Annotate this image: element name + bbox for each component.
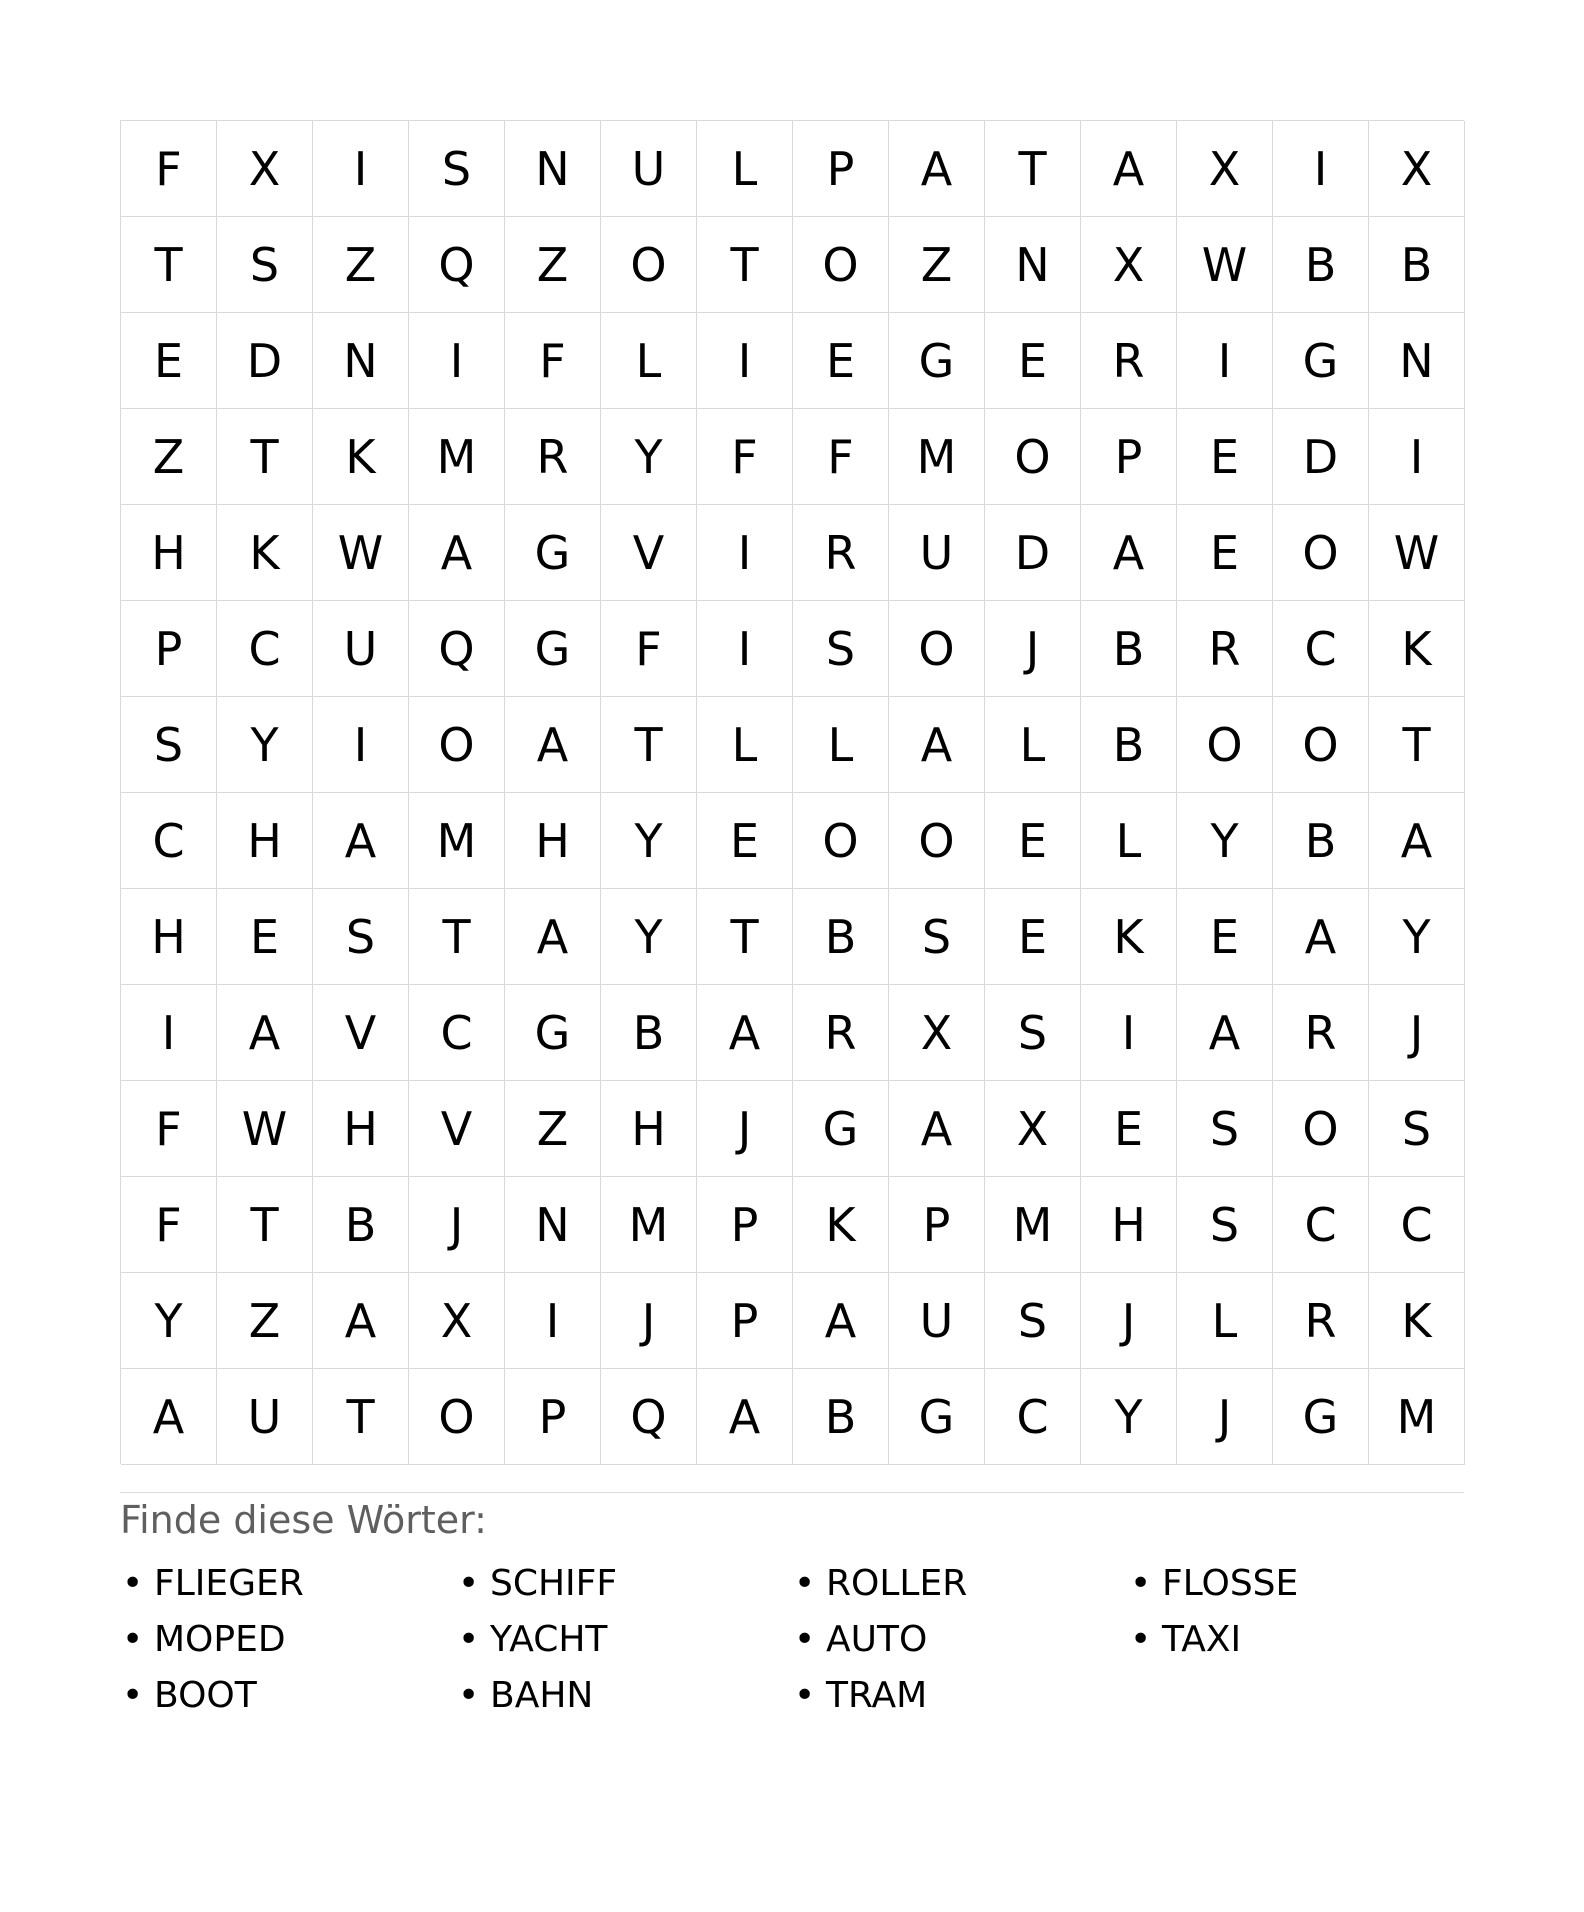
grid-cell[interactable]: G [1273,313,1369,409]
grid-cell[interactable]: R [793,985,889,1081]
grid-cell[interactable]: A [313,793,409,889]
grid-cell[interactable]: S [793,601,889,697]
grid-cell[interactable]: Z [505,217,601,313]
grid-cell[interactable]: B [1273,793,1369,889]
bullet-icon: • [458,1563,480,1604]
word-list-item [1128,1556,1464,1612]
grid-cell[interactable]: F [505,313,601,409]
grid-cell[interactable]: S [217,217,313,313]
grid-cell[interactable]: O [601,217,697,313]
grid-cell[interactable]: I [697,313,793,409]
word-list [120,1556,1464,1724]
bullet-icon: • [794,1619,816,1660]
grid-cell[interactable]: A [505,697,601,793]
grid-cell[interactable]: E [985,313,1081,409]
word-label: FLOSSE [1162,1563,1299,1604]
grid-cell[interactable]: C [217,601,313,697]
grid-cell[interactable]: K [1369,1273,1465,1369]
grid-cell[interactable]: B [313,1177,409,1273]
grid-cell[interactable]: W [1177,217,1273,313]
grid-cell[interactable]: K [1081,889,1177,985]
grid-cell[interactable]: E [1177,409,1273,505]
grid-cell[interactable]: L [697,697,793,793]
grid-cell[interactable]: S [985,985,1081,1081]
grid-cell[interactable]: U [601,121,697,217]
grid-cell[interactable]: A [1177,985,1273,1081]
word-list-item [120,1668,456,1724]
grid-cell[interactable]: A [217,985,313,1081]
grid-cell[interactable]: J [1081,1273,1177,1369]
grid-cell[interactable]: F [601,601,697,697]
bullet-icon: • [122,1675,144,1716]
grid-cell[interactable]: Y [601,889,697,985]
grid-cell[interactable]: E [1081,1081,1177,1177]
grid-cell[interactable]: N [505,1177,601,1273]
word-search-grid [120,120,1464,1464]
grid-cell[interactable]: R [793,505,889,601]
bullet-icon: • [794,1563,816,1604]
grid-cell[interactable]: T [121,217,217,313]
grid-cell[interactable]: G [889,1369,985,1465]
grid-cell[interactable]: K [217,505,313,601]
grid-cell[interactable]: X [1369,121,1465,217]
grid-cell[interactable]: S [1177,1081,1273,1177]
grid-cell[interactable]: P [793,121,889,217]
bullet-icon: • [458,1675,480,1716]
grid-cell[interactable]: U [889,1273,985,1369]
grid-cell[interactable]: X [217,121,313,217]
grid-cell[interactable]: H [1081,1177,1177,1273]
grid-cell[interactable]: I [1369,409,1465,505]
grid-cell[interactable]: B [793,1369,889,1465]
grid-cell[interactable]: F [697,409,793,505]
grid-cell[interactable]: I [505,1273,601,1369]
grid-cell[interactable]: T [985,121,1081,217]
grid-cell[interactable]: D [985,505,1081,601]
grid-cell[interactable]: M [889,409,985,505]
grid-cell[interactable]: Y [217,697,313,793]
grid-cell[interactable]: S [1369,1081,1465,1177]
grid-cell[interactable]: S [121,697,217,793]
grid-cell[interactable]: V [313,985,409,1081]
grid-cell[interactable]: J [1369,985,1465,1081]
grid-cell[interactable]: U [889,505,985,601]
grid-cell[interactable]: O [1273,1081,1369,1177]
grid-cell[interactable]: F [793,409,889,505]
bullet-icon: • [458,1619,480,1660]
grid-cell[interactable]: A [1369,793,1465,889]
grid-cell[interactable]: I [313,121,409,217]
grid-cell[interactable]: L [697,121,793,217]
grid-cell[interactable]: X [1081,217,1177,313]
grid-cell[interactable]: G [793,1081,889,1177]
grid-cell[interactable]: B [1273,217,1369,313]
grid-cell[interactable]: G [505,985,601,1081]
grid-cell[interactable]: W [313,505,409,601]
word-label: MOPED [154,1619,286,1660]
grid-cell[interactable]: Z [121,409,217,505]
grid-cell[interactable]: C [1273,601,1369,697]
grid-cell[interactable]: H [121,889,217,985]
word-label: BAHN [490,1675,594,1716]
grid-cell[interactable]: Y [1081,1369,1177,1465]
grid-cell[interactable]: Q [409,217,505,313]
grid-cell[interactable]: E [985,889,1081,985]
grid-cell[interactable]: O [409,697,505,793]
grid-cell[interactable]: E [793,313,889,409]
grid-cell[interactable]: G [505,505,601,601]
grid-cell[interactable]: T [217,409,313,505]
grid-cell[interactable]: T [409,889,505,985]
grid-cell[interactable]: C [121,793,217,889]
grid-cell[interactable]: M [409,793,505,889]
grid-cell[interactable]: O [985,409,1081,505]
word-list-item [120,1556,456,1612]
grid-cell[interactable]: P [697,1177,793,1273]
grid-cell[interactable]: H [505,793,601,889]
grid-cell[interactable]: A [697,1369,793,1465]
grid-cell[interactable]: L [793,697,889,793]
grid-cell[interactable]: H [313,1081,409,1177]
grid-cell[interactable]: A [793,1273,889,1369]
grid-cell[interactable]: A [313,1273,409,1369]
grid-cell[interactable]: L [1081,793,1177,889]
grid-cell[interactable]: P [121,601,217,697]
grid-cell[interactable]: A [121,1369,217,1465]
grid-cell[interactable]: N [505,121,601,217]
grid-cell[interactable]: A [697,985,793,1081]
grid-cell[interactable]: A [889,1081,985,1177]
grid-cell[interactable]: R [1081,313,1177,409]
grid-cell[interactable]: O [793,217,889,313]
grid-cell[interactable]: K [313,409,409,505]
grid-cell[interactable]: Y [1369,889,1465,985]
grid-cell[interactable]: Y [121,1273,217,1369]
grid-cell[interactable]: E [697,793,793,889]
grid-cell[interactable]: F [121,1177,217,1273]
grid-cell[interactable]: U [313,601,409,697]
word-list-item [456,1556,792,1612]
grid-cell[interactable]: C [985,1369,1081,1465]
grid-cell[interactable]: W [1369,505,1465,601]
word-list-item [456,1612,792,1668]
grid-cell[interactable]: T [1369,697,1465,793]
grid-cell[interactable]: W [217,1081,313,1177]
grid-cell[interactable]: A [1081,505,1177,601]
word-label: FLIEGER [154,1563,304,1604]
bullet-icon: • [794,1675,816,1716]
grid-cell[interactable]: J [1177,1369,1273,1465]
grid-cell[interactable]: V [409,1081,505,1177]
grid-cell[interactable]: B [1369,217,1465,313]
grid-cell[interactable]: I [1273,121,1369,217]
grid-cell[interactable]: T [313,1369,409,1465]
grid-cell[interactable]: I [697,601,793,697]
grid-cell[interactable]: E [1177,889,1273,985]
grid-cell[interactable]: F [121,121,217,217]
divider [120,1492,1464,1493]
grid-cell[interactable]: O [889,601,985,697]
word-label: ROLLER [826,1563,968,1604]
word-label: YACHT [490,1619,608,1660]
grid-cell[interactable]: D [1273,409,1369,505]
grid-cell[interactable]: I [1081,985,1177,1081]
grid-cell[interactable]: Q [409,601,505,697]
word-label: SCHIFF [490,1563,618,1604]
grid-cell[interactable]: G [1273,1369,1369,1465]
grid-cell[interactable]: I [313,697,409,793]
grid-cell[interactable]: L [1177,1273,1273,1369]
grid-cell[interactable]: I [121,985,217,1081]
grid-cell[interactable]: S [1177,1177,1273,1273]
grid-cell[interactable]: J [697,1081,793,1177]
grid-cell[interactable]: O [409,1369,505,1465]
word-list-item [120,1612,456,1668]
grid-cell[interactable]: L [601,313,697,409]
grid-cell[interactable]: S [409,121,505,217]
grid-cell[interactable]: Q [601,1369,697,1465]
grid-cell[interactable]: S [313,889,409,985]
grid-cell[interactable]: A [505,889,601,985]
grid-cell[interactable]: V [601,505,697,601]
grid-cell[interactable]: M [985,1177,1081,1273]
grid-cell[interactable]: I [697,505,793,601]
grid-cell[interactable]: O [889,793,985,889]
grid-cell[interactable]: R [1273,985,1369,1081]
grid-cell[interactable]: R [1273,1273,1369,1369]
grid-cell[interactable]: B [1081,697,1177,793]
word-label: BOOT [154,1675,257,1716]
grid-cell[interactable]: N [313,313,409,409]
grid-cell[interactable]: A [1273,889,1369,985]
grid-cell[interactable]: J [409,1177,505,1273]
grid-cell[interactable]: P [505,1369,601,1465]
grid-cell[interactable]: E [1177,505,1273,601]
grid-cell[interactable]: X [409,1273,505,1369]
grid-cell[interactable]: Y [1177,793,1273,889]
grid-cell[interactable]: H [601,1081,697,1177]
word-list-item [792,1556,1128,1612]
word-list-item [792,1668,1128,1724]
grid-cell[interactable]: C [1369,1177,1465,1273]
grid-cell[interactable]: R [1177,601,1273,697]
grid-cell[interactable]: T [697,217,793,313]
grid-cell[interactable]: Z [505,1081,601,1177]
grid-cell[interactable]: J [985,601,1081,697]
grid-cell[interactable]: O [1177,697,1273,793]
grid-cell[interactable]: P [889,1177,985,1273]
grid-cell[interactable]: A [889,697,985,793]
grid-cell[interactable]: B [793,889,889,985]
grid-cell[interactable]: X [985,1081,1081,1177]
grid-cell[interactable]: E [985,793,1081,889]
grid-cell[interactable]: I [1177,313,1273,409]
grid-cell[interactable]: P [697,1273,793,1369]
grid-cell[interactable]: U [217,1369,313,1465]
grid-cell[interactable]: N [1369,313,1465,409]
grid-cell[interactable]: J [601,1273,697,1369]
word-label: TRAM [826,1675,928,1716]
grid-cell[interactable]: Y [601,409,697,505]
bullet-icon: • [1130,1619,1152,1660]
grid-cell[interactable]: R [505,409,601,505]
grid-cell[interactable]: H [217,793,313,889]
grid-cell[interactable]: Z [313,217,409,313]
grid-cell[interactable]: T [601,697,697,793]
grid-cell[interactable]: O [793,793,889,889]
bullet-icon: • [122,1619,144,1660]
grid-cell[interactable]: K [1369,601,1465,697]
grid-cell[interactable]: S [985,1273,1081,1369]
grid-cell[interactable]: E [217,889,313,985]
grid-cell[interactable]: A [889,121,985,217]
grid-cell[interactable]: L [985,697,1081,793]
grid-cell[interactable]: T [697,889,793,985]
grid-cell[interactable]: N [985,217,1081,313]
grid-cell[interactable]: B [1081,601,1177,697]
word-list-prompt: Finde diese Wörter: [120,1498,487,1542]
grid-cell[interactable]: C [1273,1177,1369,1273]
grid-cell[interactable]: X [889,985,985,1081]
grid-cell[interactable]: M [1369,1369,1465,1465]
grid-cell[interactable]: M [409,409,505,505]
word-label: TAXI [1162,1619,1242,1660]
grid-cell[interactable]: D [217,313,313,409]
grid-cell[interactable]: F [121,1081,217,1177]
grid-cell[interactable]: B [601,985,697,1081]
bullet-icon: • [122,1563,144,1604]
grid-cell[interactable]: H [121,505,217,601]
grid-cell[interactable]: Y [601,793,697,889]
grid-cell[interactable]: A [1081,121,1177,217]
grid-cell[interactable]: E [121,313,217,409]
grid-cell[interactable]: C [409,985,505,1081]
grid-cell[interactable]: P [1081,409,1177,505]
word-list-item [456,1668,792,1724]
grid-cell[interactable]: G [889,313,985,409]
grid-cell[interactable]: G [505,601,601,697]
grid-cell[interactable]: A [409,505,505,601]
grid-cell[interactable]: K [793,1177,889,1273]
grid-cell[interactable]: S [889,889,985,985]
word-list-item [1128,1612,1464,1668]
word-list-item [792,1612,1128,1668]
grid-cell[interactable]: M [601,1177,697,1273]
word-label: AUTO [826,1619,928,1660]
grid-cell[interactable]: Z [217,1273,313,1369]
grid-cell[interactable]: O [1273,505,1369,601]
grid-cell[interactable]: O [1273,697,1369,793]
grid-cell[interactable]: T [217,1177,313,1273]
bullet-icon: • [1130,1563,1152,1604]
grid-cell[interactable]: X [1177,121,1273,217]
grid-cell[interactable]: Z [889,217,985,313]
grid-cell[interactable]: I [409,313,505,409]
